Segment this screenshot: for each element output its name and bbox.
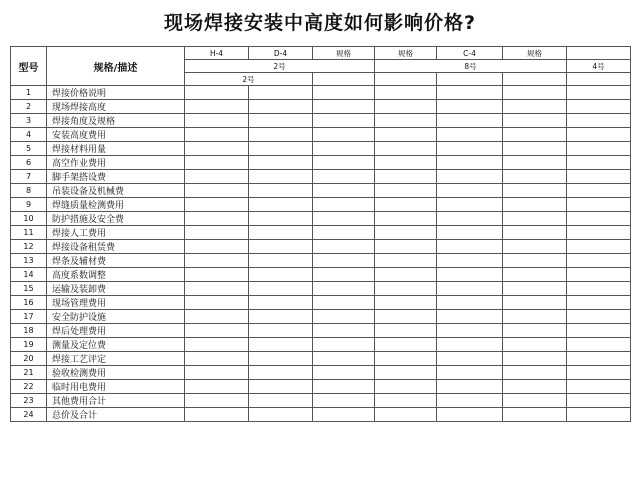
table-cell[interactable]: [185, 352, 249, 366]
table-cell[interactable]: [567, 296, 631, 310]
row-item-name: 焊缝质量检测费用: [47, 198, 185, 212]
table-cell[interactable]: [185, 86, 249, 100]
table-row: [11, 310, 631, 324]
column-label: C-4: [437, 47, 503, 60]
row-item-name: 防护措施及安全费: [47, 212, 185, 226]
row-number: 13: [11, 254, 47, 268]
table-cell[interactable]: [567, 170, 631, 184]
table-cell[interactable]: [375, 184, 437, 198]
table-cell[interactable]: [313, 352, 375, 366]
table-cell[interactable]: [249, 184, 313, 198]
table-row: [11, 352, 631, 366]
row-item-name: 吊装设备及机械费: [47, 184, 185, 198]
table-cell[interactable]: [249, 324, 313, 338]
table-cell[interactable]: [437, 156, 503, 170]
table-cell[interactable]: [313, 212, 375, 226]
table-cell[interactable]: [249, 226, 313, 240]
table-cell[interactable]: [375, 128, 437, 142]
row-number: 7: [11, 170, 47, 184]
table-cell[interactable]: [249, 394, 313, 408]
table-cell[interactable]: [567, 338, 631, 352]
row-item-name: 总价及合计: [47, 408, 185, 422]
table-cell[interactable]: [313, 142, 375, 156]
table-cell[interactable]: [249, 86, 313, 100]
table-cell[interactable]: [375, 268, 437, 282]
table-row: [11, 338, 631, 352]
table-cell[interactable]: [567, 380, 631, 394]
table-cell[interactable]: [437, 114, 503, 128]
table-cell[interactable]: [313, 156, 375, 170]
table-cell[interactable]: [375, 352, 437, 366]
table-cell[interactable]: [185, 324, 249, 338]
column-label: 规格: [375, 47, 437, 60]
row-number: 3: [11, 114, 47, 128]
row-number: 1: [11, 86, 47, 100]
table-cell[interactable]: [437, 254, 503, 268]
table-cell[interactable]: [503, 408, 567, 422]
table-cell[interactable]: [567, 254, 631, 268]
row-number: 24: [11, 408, 47, 422]
row-item-name: 焊接角度及规格: [47, 114, 185, 128]
table-cell[interactable]: [567, 408, 631, 422]
table-cell[interactable]: [567, 156, 631, 170]
table-cell[interactable]: [503, 352, 567, 366]
table-row: [11, 184, 631, 198]
table-cell[interactable]: [437, 282, 503, 296]
table-row: [11, 268, 631, 282]
table-cell[interactable]: [313, 114, 375, 128]
table-cell[interactable]: [567, 394, 631, 408]
table-cell[interactable]: [375, 408, 437, 422]
table-cell[interactable]: [249, 100, 313, 114]
table-cell[interactable]: [185, 114, 249, 128]
table-cell[interactable]: [313, 394, 375, 408]
sub-label-blank: [437, 73, 503, 86]
table-cell[interactable]: [185, 394, 249, 408]
row-item-name: 其他费用合计: [47, 394, 185, 408]
table-cell[interactable]: [313, 380, 375, 394]
table-cell[interactable]: [503, 86, 567, 100]
table-cell[interactable]: [375, 156, 437, 170]
table-cell[interactable]: [185, 338, 249, 352]
table-cell[interactable]: [185, 170, 249, 184]
row-item-name: 高度系数调整: [47, 268, 185, 282]
table-cell[interactable]: [375, 310, 437, 324]
table-cell[interactable]: [375, 296, 437, 310]
table-row: [11, 324, 631, 338]
table-cell[interactable]: [437, 142, 503, 156]
table-row: [11, 408, 631, 422]
row-item-name: 焊接工艺评定: [47, 352, 185, 366]
table-cell[interactable]: [375, 240, 437, 254]
table-cell[interactable]: [503, 282, 567, 296]
table-cell[interactable]: [249, 366, 313, 380]
table-cell[interactable]: [503, 380, 567, 394]
table-cell[interactable]: [437, 240, 503, 254]
table-cell[interactable]: [185, 156, 249, 170]
table-cell[interactable]: [437, 408, 503, 422]
group-label: 2号: [185, 60, 375, 73]
row-number: 2: [11, 100, 47, 114]
col-name-header: 规格/描述: [47, 47, 185, 86]
table-row: [11, 366, 631, 380]
row-item-name: 焊接人工费用: [47, 226, 185, 240]
table-cell[interactable]: [185, 212, 249, 226]
table-cell[interactable]: [185, 254, 249, 268]
table-cell[interactable]: [567, 282, 631, 296]
table-cell[interactable]: [313, 254, 375, 268]
row-number: 17: [11, 310, 47, 324]
table-cell[interactable]: [375, 324, 437, 338]
row-item-name: 高空作业费用: [47, 156, 185, 170]
table-cell[interactable]: [567, 268, 631, 282]
row-number: 9: [11, 198, 47, 212]
table-cell[interactable]: [185, 296, 249, 310]
table-row: [11, 254, 631, 268]
table-cell[interactable]: [437, 198, 503, 212]
table-cell[interactable]: [185, 268, 249, 282]
group-label: 4号: [567, 60, 631, 73]
table-cell[interactable]: [503, 156, 567, 170]
table-cell[interactable]: [503, 128, 567, 142]
table-cell[interactable]: [375, 394, 437, 408]
table-cell[interactable]: [437, 212, 503, 226]
table-cell[interactable]: [313, 408, 375, 422]
table-cell[interactable]: [437, 86, 503, 100]
table-row: [11, 226, 631, 240]
row-number: 5: [11, 142, 47, 156]
table-cell[interactable]: [185, 408, 249, 422]
table-cell[interactable]: [249, 380, 313, 394]
table-cell[interactable]: [375, 366, 437, 380]
table-cell[interactable]: [313, 184, 375, 198]
table-cell[interactable]: [567, 324, 631, 338]
table-cell[interactable]: [313, 128, 375, 142]
table-cell[interactable]: [313, 338, 375, 352]
price-table: [10, 46, 631, 422]
row-number: 12: [11, 240, 47, 254]
row-item-name: 安装高度费用: [47, 128, 185, 142]
table-cell[interactable]: [503, 296, 567, 310]
table-cell[interactable]: [185, 198, 249, 212]
table-cell[interactable]: [313, 310, 375, 324]
table-cell[interactable]: [375, 198, 437, 212]
table-cell[interactable]: [249, 212, 313, 226]
row-item-name: 焊后处理费用: [47, 324, 185, 338]
table-cell[interactable]: [313, 198, 375, 212]
table-cell[interactable]: [503, 184, 567, 198]
table-cell[interactable]: [249, 170, 313, 184]
table-cell[interactable]: [437, 394, 503, 408]
table-cell[interactable]: [437, 128, 503, 142]
row-number: 10: [11, 212, 47, 226]
table-cell[interactable]: [503, 114, 567, 128]
table-cell[interactable]: [503, 170, 567, 184]
table-cell[interactable]: [375, 282, 437, 296]
table-cell[interactable]: [503, 268, 567, 282]
row-number: 19: [11, 338, 47, 352]
table-cell[interactable]: [249, 282, 313, 296]
table-cell[interactable]: [567, 310, 631, 324]
table-cell[interactable]: [375, 142, 437, 156]
row-number: 22: [11, 380, 47, 394]
table-body: [11, 86, 631, 422]
table-cell[interactable]: [249, 268, 313, 282]
table-cell[interactable]: [185, 380, 249, 394]
table-cell[interactable]: [503, 394, 567, 408]
table-cell[interactable]: [249, 156, 313, 170]
table-cell[interactable]: [375, 254, 437, 268]
table-cell[interactable]: [249, 198, 313, 212]
table-cell[interactable]: [375, 100, 437, 114]
table-cell[interactable]: [185, 142, 249, 156]
table-cell[interactable]: [313, 268, 375, 282]
table-row: [11, 240, 631, 254]
table-cell[interactable]: [503, 142, 567, 156]
row-item-name: 运输及装卸费: [47, 282, 185, 296]
table-cell[interactable]: [503, 366, 567, 380]
table-cell[interactable]: [185, 226, 249, 240]
table-cell[interactable]: [567, 226, 631, 240]
table-cell[interactable]: [503, 198, 567, 212]
sub-label-blank: [375, 73, 437, 86]
table-cell[interactable]: [185, 184, 249, 198]
table-cell[interactable]: [567, 86, 631, 100]
table-cell[interactable]: [249, 310, 313, 324]
sub-label-blank: [503, 73, 567, 86]
page-title: 现场焊接安装中高度如何影响价格?: [163, 12, 477, 34]
table-cell[interactable]: [437, 338, 503, 352]
table-cell[interactable]: [437, 366, 503, 380]
row-number: 6: [11, 156, 47, 170]
column-label: 规格: [503, 47, 567, 60]
table-row: [11, 212, 631, 226]
table-cell[interactable]: [503, 338, 567, 352]
row-item-name: 焊接设备租赁费: [47, 240, 185, 254]
table-row: [11, 282, 631, 296]
row-item-name: 现场焊接高度: [47, 100, 185, 114]
table-cell[interactable]: [375, 338, 437, 352]
table-cell[interactable]: [567, 100, 631, 114]
table-cell[interactable]: [437, 296, 503, 310]
table-cell[interactable]: [437, 380, 503, 394]
table-row: [11, 100, 631, 114]
table-cell[interactable]: [567, 198, 631, 212]
table-cell[interactable]: [437, 324, 503, 338]
table-cell[interactable]: [313, 240, 375, 254]
table-cell[interactable]: [437, 268, 503, 282]
row-number: 14: [11, 268, 47, 282]
table-cell[interactable]: [185, 240, 249, 254]
column-label: 规格: [313, 47, 375, 60]
table-cell[interactable]: [185, 100, 249, 114]
row-item-name: 焊条及辅材费: [47, 254, 185, 268]
table-cell[interactable]: [437, 184, 503, 198]
table-cell[interactable]: [185, 366, 249, 380]
table-row: [11, 114, 631, 128]
table-row: [11, 156, 631, 170]
table-row: [11, 198, 631, 212]
row-number: 21: [11, 366, 47, 380]
table-cell[interactable]: [375, 380, 437, 394]
row-item-name: 脚手架搭设费: [47, 170, 185, 184]
table-cell[interactable]: [375, 86, 437, 100]
table-cell[interactable]: [503, 240, 567, 254]
row-item-name: 安全防护设施: [47, 310, 185, 324]
table-cell[interactable]: [313, 296, 375, 310]
table-cell[interactable]: [313, 170, 375, 184]
table-cell[interactable]: [375, 114, 437, 128]
row-number: 11: [11, 226, 47, 240]
row-item-name: 验收检测费用: [47, 366, 185, 380]
table-cell[interactable]: [313, 282, 375, 296]
table-cell[interactable]: [375, 226, 437, 240]
row-number: 8: [11, 184, 47, 198]
table-row: [11, 296, 631, 310]
row-number: 4: [11, 128, 47, 142]
table-cell[interactable]: [503, 100, 567, 114]
table-cell[interactable]: [249, 296, 313, 310]
row-number: 20: [11, 352, 47, 366]
row-item-name: 焊接材料用量: [47, 142, 185, 156]
table-cell[interactable]: [567, 240, 631, 254]
table-cell[interactable]: [437, 170, 503, 184]
table-cell[interactable]: [567, 184, 631, 198]
table-cell[interactable]: [249, 408, 313, 422]
sub-label-blank: [313, 73, 375, 86]
table-cell[interactable]: [249, 352, 313, 366]
table-cell[interactable]: [249, 142, 313, 156]
table-cell[interactable]: [437, 100, 503, 114]
table-cell[interactable]: [437, 310, 503, 324]
table-cell[interactable]: [503, 212, 567, 226]
row-number: 15: [11, 282, 47, 296]
table-cell[interactable]: [249, 254, 313, 268]
table-cell[interactable]: [249, 338, 313, 352]
row-item-name: 测量及定位费: [47, 338, 185, 352]
table-cell[interactable]: [437, 226, 503, 240]
row-item-name: 临时用电费用: [47, 380, 185, 394]
price-table-sheet: [10, 46, 630, 472]
table-cell[interactable]: [567, 352, 631, 366]
table-cell[interactable]: [567, 366, 631, 380]
table-cell[interactable]: [249, 240, 313, 254]
table-cell[interactable]: [185, 310, 249, 324]
table-cell[interactable]: [567, 128, 631, 142]
group-label: 8号: [375, 60, 567, 73]
row-item-name: 现场管理费用: [47, 296, 185, 310]
row-item-name: 焊接价格说明: [47, 86, 185, 100]
table-cell[interactable]: [185, 128, 249, 142]
table-row: [11, 394, 631, 408]
table-cell[interactable]: [313, 226, 375, 240]
table-cell[interactable]: [313, 86, 375, 100]
table-row: [11, 86, 631, 100]
sub-label-blank: [567, 73, 631, 86]
table-cell[interactable]: [313, 100, 375, 114]
table-row: [11, 170, 631, 184]
table-cell[interactable]: [503, 310, 567, 324]
table-cell[interactable]: [313, 366, 375, 380]
table-cell[interactable]: [503, 324, 567, 338]
table-row: [11, 142, 631, 156]
column-label: H-4: [185, 47, 249, 60]
table-cell[interactable]: [185, 282, 249, 296]
table-row: [11, 128, 631, 142]
table-cell[interactable]: [437, 352, 503, 366]
column-label: D-4: [249, 47, 313, 60]
table-cell[interactable]: [567, 212, 631, 226]
table-cell[interactable]: [503, 226, 567, 240]
table-cell[interactable]: [249, 128, 313, 142]
table-row: [11, 380, 631, 394]
column-label-blank: [567, 47, 631, 60]
table-cell[interactable]: [313, 324, 375, 338]
table-cell[interactable]: [375, 170, 437, 184]
table-cell[interactable]: [503, 254, 567, 268]
table-cell[interactable]: [375, 212, 437, 226]
row-number: 23: [11, 394, 47, 408]
col-index-header: 型号: [11, 47, 47, 86]
row-number: 18: [11, 324, 47, 338]
sub-label: 2号: [185, 73, 313, 86]
table-cell[interactable]: [249, 114, 313, 128]
table-cell[interactable]: [567, 142, 631, 156]
table-cell[interactable]: [567, 114, 631, 128]
row-number: 16: [11, 296, 47, 310]
